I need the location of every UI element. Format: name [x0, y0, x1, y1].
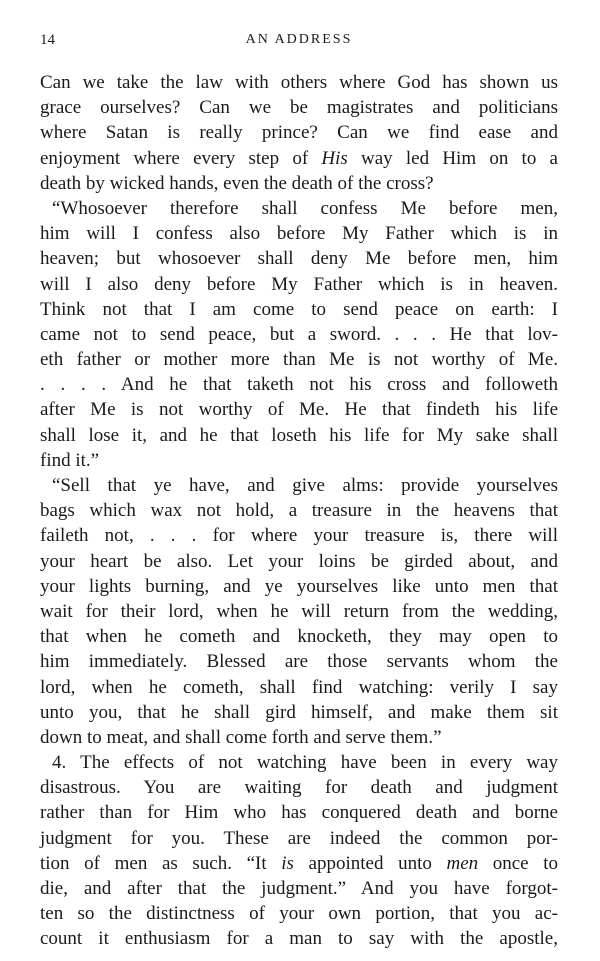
text-segment: down to meat, and shall come forth and serve them.” — [40, 726, 442, 748]
text-line — [40, 448, 558, 473]
text-segment: death by wicked hands, even the death of the cross? — [40, 172, 434, 194]
text-segment: your lights burning, and ye yourselves like unto men that — [40, 575, 558, 597]
text-segment: will I also deny before My Father which is in heaven. — [40, 273, 558, 295]
text-line — [40, 826, 558, 851]
text-line — [40, 196, 558, 221]
text-line — [40, 876, 558, 901]
text-segment: judgment for you. These are indeed the common por- — [40, 827, 558, 849]
text-line — [40, 800, 558, 825]
text-segment: unto you, that he shall gird himself, and make them sit — [40, 701, 558, 723]
text-segment: count it enthusiasm for a man to say with the apostle, — [40, 928, 558, 950]
text-segment: him will I confess also before My Father which is in — [40, 223, 558, 245]
text-line — [40, 70, 558, 95]
text-line — [40, 700, 558, 725]
text-line — [40, 246, 558, 271]
text-line — [40, 649, 558, 674]
text-line — [40, 498, 558, 523]
text-segment: “Sell that ye have, and give alms: provide yourselves — [52, 475, 558, 496]
page-body-text — [40, 70, 558, 952]
text-segment: after Me is not worthy of Me. He that findeth his life — [40, 399, 558, 421]
text-segment: grace ourselves? Can we be magistrates and politicians — [40, 97, 558, 119]
text-line — [40, 599, 558, 624]
text-segment: your heart be also. Let your loins be girded about, and — [40, 550, 558, 572]
text-line — [40, 171, 558, 196]
text-line — [40, 423, 558, 448]
text-segment: Think not that I am come to send peace on earth: I — [40, 298, 558, 320]
text-segment: find it.” — [40, 449, 100, 471]
text-line — [40, 95, 558, 120]
text-segment: wait for their lord, when he will return from the wedding, — [40, 600, 558, 622]
text-segment: came not to send peace, but a sword. . . . He that lov- — [40, 323, 558, 345]
text-line — [40, 347, 558, 372]
text-line — [40, 926, 558, 951]
text-line — [40, 775, 558, 800]
text-segment: that when he cometh and knocketh, they may open to — [40, 626, 558, 648]
text-segment: rather than for Him who has conquered death and borne — [40, 802, 558, 824]
text-segment: lord, when he cometh, shall find watching: verily I say — [40, 676, 558, 698]
text-segment: 4. The effects of not watching have been in every way — [52, 752, 558, 774]
text-segment: “Whosoever therefore shall confess Me before men, — [52, 197, 558, 219]
text-segment: heaven; but whosoever shall deny Me before men, him — [40, 248, 558, 270]
text-line — [40, 146, 558, 171]
text-line — [40, 624, 558, 649]
text-segment: way led Him on to a — [347, 147, 558, 169]
text-line — [40, 272, 558, 297]
text-segment: die, and after that the judgment.” And you have forgot- — [40, 878, 558, 899]
text-line — [40, 372, 558, 397]
text-segment: disastrous. You are waiting for death and judgment — [40, 777, 558, 799]
text-line — [40, 901, 558, 926]
text-segment: where Satan is really prince? Can we find ease and — [40, 122, 558, 144]
italic-text-segment: men — [446, 852, 479, 874]
text-segment: tion of men as such. “It — [40, 852, 282, 874]
text-line — [40, 322, 558, 347]
text-line — [40, 725, 558, 750]
text-segment: once to — [478, 852, 558, 874]
text-segment: enjoyment where every step of — [40, 147, 322, 169]
text-line — [40, 473, 558, 498]
text-segment: appointed unto — [293, 852, 447, 874]
text-line — [40, 574, 558, 599]
text-segment: faileth not, . . . for where your treasure is, there will — [40, 525, 558, 547]
text-line — [40, 297, 558, 322]
italic-text-segment: is — [281, 852, 294, 874]
text-line — [40, 851, 558, 876]
running-header — [40, 30, 558, 52]
text-line — [40, 397, 558, 422]
text-line — [40, 523, 558, 548]
page-number: 14 — [40, 32, 55, 48]
text-segment: ten so the distinctness of your own portion, that you ac- — [40, 903, 558, 925]
text-segment: shall lose it, and he that loseth his life for My sake shall — [40, 424, 558, 446]
text-segment: bags which wax not hold, a treasure in the heavens that — [40, 500, 558, 522]
text-segment: eth father or mother more than Me is not worthy of Me. — [40, 349, 558, 371]
text-line — [40, 750, 558, 775]
text-segment: him immediately. Blessed are those servants whom the — [40, 651, 558, 673]
text-line — [40, 120, 558, 145]
text-line — [40, 675, 558, 700]
italic-text-segment: His — [321, 147, 348, 169]
text-segment: Can we take the law with others where God has shown us — [40, 72, 558, 93]
running-title: AN ADDRESS — [245, 32, 353, 47]
text-segment: . . . . And he that taketh not his cross and followeth — [40, 374, 558, 396]
text-line — [40, 549, 558, 574]
text-line — [40, 221, 558, 246]
